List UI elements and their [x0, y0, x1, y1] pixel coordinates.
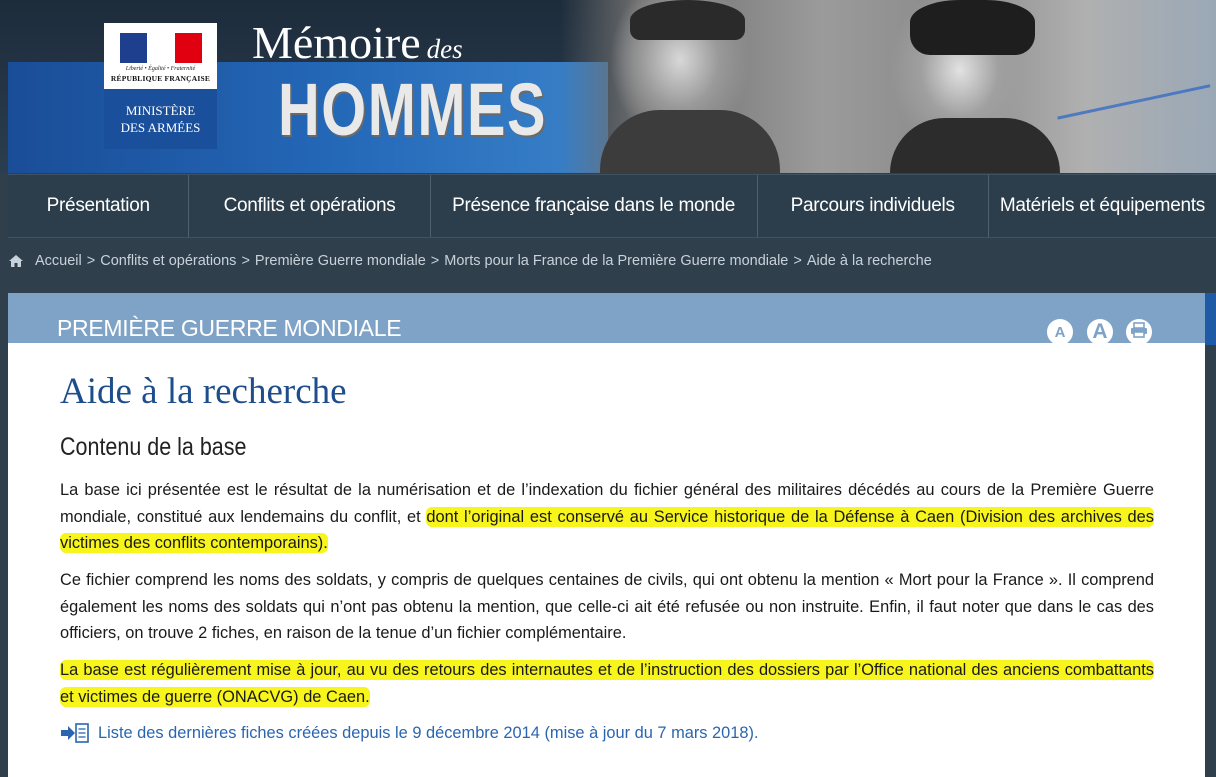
- nav-item-presentation[interactable]: Présentation: [8, 175, 189, 237]
- page-title: Aide à la recherche: [60, 371, 347, 412]
- breadcrumb-current: Aide à la recherche: [806, 253, 932, 269]
- main-nav: [8, 174, 1216, 238]
- breadcrumb: Accueil > Conflits et opérations > Première Guerre mondiale > Morts pour la France de la Première Guerre mondiale > Aide à la recherche: [8, 246, 932, 276]
- republic-motto: Liberté • Égalité • Fraternité: [125, 66, 196, 72]
- section-heading: Contenu de la base: [60, 433, 247, 461]
- paragraph-1: La base ici présentée est le résultat de la numérisation et de l’indexation du fichier général des militaires décédés au cours de la Première Guerre mondiale, constitué aux lendemains du conflit, et dont l’original est conservé au Service historique de la Défense à Caen (Division des archives des victimes des conflits contemporains).: [60, 481, 1154, 552]
- paragraph-3: [60, 657, 1154, 710]
- main-content: [8, 343, 1205, 777]
- breadcrumb-conflits[interactable]: Conflits et opérations: [100, 253, 237, 269]
- font-increase-button[interactable]: A: [1085, 317, 1115, 347]
- ministry-name: MINISTÈRE DES ARMÉES: [104, 89, 217, 149]
- nav-item-materiels[interactable]: Matériels et équipements: [999, 195, 1205, 216]
- nav-item-conflits[interactable]: Conflits et opérations: [189, 175, 430, 237]
- site-header: [0, 0, 1216, 173]
- section-title: PREMIÈRE GUERRE MONDIALE: [57, 315, 402, 341]
- latest-records-link[interactable]: [60, 722, 759, 744]
- breadcrumb-morts-pour-la-france[interactable]: Morts pour la France de la Première Guerre mondiale: [444, 253, 789, 269]
- side-tab[interactable]: [1205, 293, 1216, 345]
- highlight-2: La base est régulièrement mise à jour, au vu des retours des internautes et de l’instruction des dossiers par l’Office national des anciens combattants et victimes de guerre (ONACVG) de Caen.: [60, 661, 1154, 706]
- ministry-logo[interactable]: [104, 23, 217, 149]
- latest-records-link-text[interactable]: Liste des dernières fiches créées depuis le 9 décembre 2014 (mise à jour du 7 mars 2018).: [98, 723, 759, 742]
- section-header: [8, 293, 1205, 343]
- list-arrow-icon: [60, 722, 90, 744]
- site-title-memoire[interactable]: Mémoire des: [252, 17, 463, 68]
- marianne-flag-icon: [120, 33, 202, 63]
- font-decrease-button[interactable]: A: [1045, 317, 1075, 347]
- republic-label: RÉPUBLIQUE FRANÇAISE: [110, 74, 211, 83]
- home-icon[interactable]: [8, 254, 26, 268]
- header-photo: [560, 0, 1216, 173]
- print-icon: [1130, 322, 1148, 343]
- site-title-hommes[interactable]: HOMMES: [278, 68, 548, 151]
- nav-item-parcours[interactable]: Parcours individuels: [758, 175, 989, 237]
- breadcrumb-premiere-guerre[interactable]: Première Guerre mondiale: [254, 253, 426, 269]
- nav-item-presence[interactable]: Présence française dans le monde: [431, 175, 758, 237]
- highlight-1: dont l’original est conservé au Service historique de la Défense à Caen (Division des archives des victimes des conflits contemporains).: [60, 507, 1154, 552]
- paragraph-2: Ce fichier comprend les noms des soldats, y compris de quelques centaines de civils, qui ont obtenu la mention « Mort pour la France ». Il comprend également les noms des soldats qui n’ont pas obtenu la mention, que celle-ci ait été refusée ou non instruite. Enfin, il faut noter que dans le cas des officiers, on trouve 2 fiches, en raison de la tenue d’un fichier complémentaire.: [60, 571, 1154, 642]
- breadcrumb-accueil[interactable]: Accueil: [35, 253, 82, 269]
